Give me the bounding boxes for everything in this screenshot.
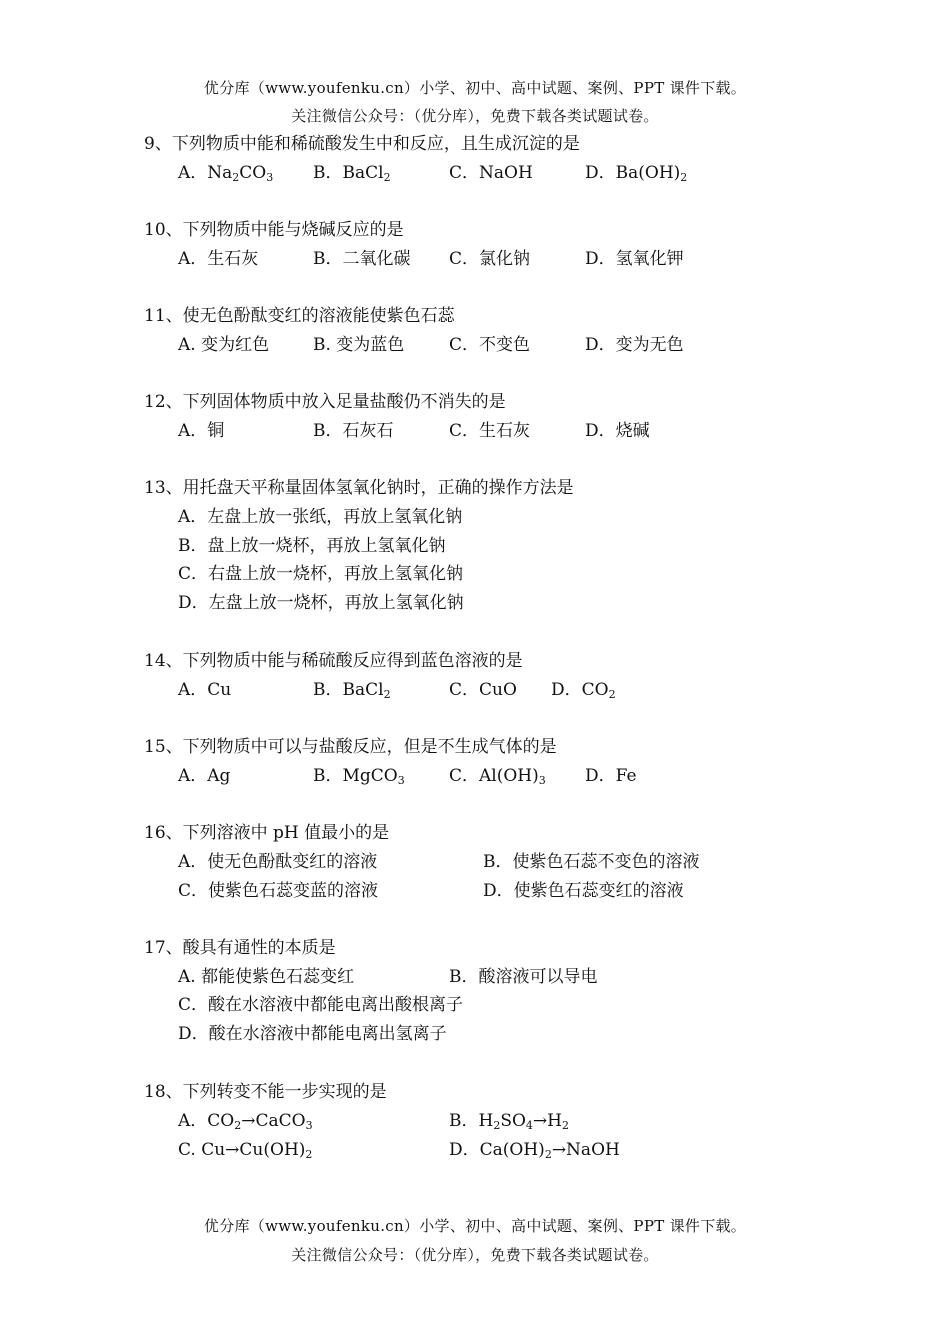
question-16-options-row-2 [0, 880, 950, 902]
question-17-option-a: A. 都能使紫色石蕊变红 [178, 967, 355, 987]
question-15-option-c: C．$Al(OH)_3$ [449, 766, 546, 787]
question-11-option-d: D．变为无色 [585, 335, 684, 355]
question-12-option-c: C．生石灰 [449, 421, 531, 441]
question-15-option-d: D．Fe [585, 766, 637, 786]
question-17-option-d: D．酸在水溶液中都能电离出氢离子 [178, 1024, 447, 1044]
question-10-stem: 10、下列物质中能与烧碱反应的是 [144, 220, 404, 240]
question-10-option-c: C．氯化钠 [449, 249, 531, 269]
question-11-options [0, 334, 950, 356]
question-13-option-c: C．右盘上放一烧杯，再放上氢氧化钠 [178, 564, 464, 584]
question-18-option-b: B．$H_2SO_4\to H_2$ [449, 1111, 569, 1132]
header-line-1: 优分库（www.youfenku.cn）小学、初中、高中试题、案例、PPT 课件下载。 [203, 79, 747, 97]
header-line-2: 关注微信公众号：（优分库），免费下载各类试题试卷。 [291, 107, 659, 125]
footer-line-2: 关注微信公众号：（优分库），免费下载各类试题试卷。 [291, 1246, 659, 1264]
question-11-option-b: B. 变为蓝色 [313, 335, 405, 355]
question-10-options [0, 248, 950, 270]
question-17-stem: 17、酸具有通性的本质是 [144, 938, 336, 958]
question-13-option-b: B．盘上放一烧杯，再放上氢氧化钠 [178, 536, 446, 556]
question-14-option-a: A．Cu [178, 680, 232, 700]
question-14-option-b: B．BaCl$_2$ [313, 680, 391, 701]
question-11-option-c: C．不变色 [449, 335, 531, 355]
question-10-option-b: B．二氧化碳 [313, 249, 411, 269]
question-18-option-d: D．$Ca(OH)_2\to NaOH$ [449, 1140, 620, 1161]
question-17-option-b: B．酸溶液可以导电 [449, 967, 598, 987]
question-14-option-d: D．$CO_2$ [551, 680, 616, 701]
question-16-option-a: A．使无色酚酞变红的溶液 [178, 852, 378, 872]
question-15-stem: 15、下列物质中可以与盐酸反应，但是不生成气体的是 [144, 737, 557, 757]
question-14-option-c: C．CuO [449, 680, 517, 700]
question-16-option-d: D．使紫色石蕊变红的溶液 [483, 881, 684, 901]
question-18-options-row-1 [0, 1110, 950, 1132]
question-12-option-a: A．铜 [178, 421, 225, 441]
question-11-stem: 11、使无色酚酞变红的溶液能使紫色石蕊 [144, 306, 455, 326]
question-16-option-c: C．使紫色石蕊变蓝的溶液 [178, 881, 379, 901]
question-11-option-a: A. 变为红色 [178, 335, 270, 355]
question-13-stem: 13、用托盘天平称量固体氢氧化钠时，正确的操作方法是 [144, 478, 574, 498]
question-13-option-a: A．左盘上放一张纸，再放上氢氧化钠 [178, 507, 463, 527]
question-18-options-row-2 [0, 1139, 950, 1161]
question-18-option-a: A．$CO_2\to CaCO_3$ [178, 1111, 313, 1132]
question-18-option-c: C. $Cu\to Cu(OH)_2$ [178, 1140, 313, 1161]
question-17-options-row-1 [0, 966, 950, 988]
question-12-stem: 12、下列固体物质中放入足量盐酸仍不消失的是 [144, 392, 506, 412]
question-16-stem: 16、下列溶液中 pH 值最小的是 [144, 823, 390, 843]
question-9-options [0, 162, 950, 184]
question-12-options [0, 420, 950, 442]
question-14-options [0, 679, 950, 701]
question-15-option-b: B．MgCO$_3$ [313, 766, 405, 787]
question-9-option-c: C．NaOH [449, 163, 533, 183]
question-14-stem: 14、下列物质中能与稀硫酸反应得到蓝色溶液的是 [144, 651, 523, 671]
question-17-option-c: C．酸在水溶液中都能电离出酸根离子 [178, 995, 464, 1015]
footer-line-1: 优分库（www.youfenku.cn）小学、初中、高中试题、案例、PPT 课件下载。 [203, 1217, 747, 1235]
question-15-options [0, 765, 950, 787]
question-12-option-d: D．烧碱 [585, 421, 650, 441]
question-16-options-row-1 [0, 851, 950, 873]
question-9-option-a: A．$Na_2CO_3$ [178, 163, 274, 184]
question-13-option-d: D．左盘上放一烧杯，再放上氢氧化钠 [178, 593, 464, 613]
question-9-option-b: B．BaCl$_2$ [313, 163, 391, 184]
question-10-option-a: A．生石灰 [178, 249, 259, 269]
question-16-option-b: B．使紫色石蕊不变色的溶液 [483, 852, 700, 872]
question-18-stem: 18、下列转变不能一步实现的是 [144, 1082, 387, 1102]
question-12-option-b: B．石灰石 [313, 421, 394, 441]
question-9-stem: 9、下列物质中能和稀硫酸发生中和反应，且生成沉淀的是 [144, 134, 580, 154]
question-10-option-d: D．氢氧化钾 [585, 249, 684, 269]
question-9-option-d: D．$Ba(OH)_2$ [585, 163, 688, 184]
question-15-option-a: A．Ag [178, 766, 231, 786]
